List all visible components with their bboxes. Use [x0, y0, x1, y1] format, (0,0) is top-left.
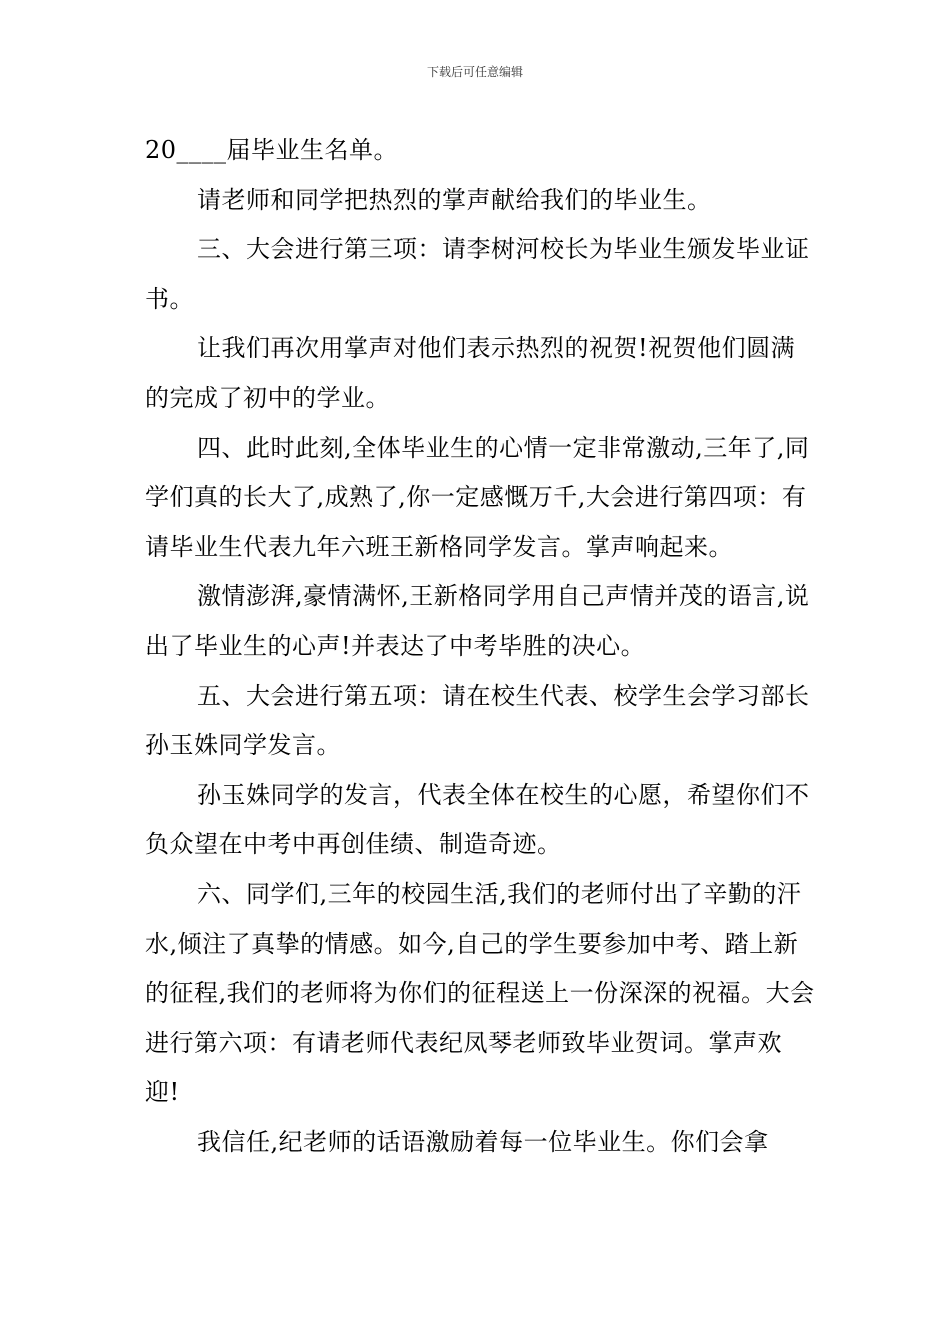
paragraph: 20____届毕业生名单。	[145, 136, 399, 164]
paragraph: 四、此时此刻,全体毕业生的心情一定非常激动,三年了,同学们真的长大了,成熟了,你一定感慨万千,大会进行第四项：有请毕业生代表九年六班王新格同学发言。掌声响起来。	[145, 433, 810, 561]
paragraph: 六、同学们,三年的校园生活,我们的老师付出了辛勤的汗水,倾注了真挚的情感。如今,自己的学生要参加中考、踏上新的征程,我们的老师将为你们的征程送上一份深深的祝福。大会进行第六项：有请老师代表纪凤琴老师致毕业贺词。掌声欢迎!	[145, 879, 815, 1107]
paragraph: 让我们再次用掌声对他们表示热烈的祝贺!祝贺他们圆满的完成了初中的学业。	[145, 334, 796, 412]
document-body	[145, 126, 815, 1167]
paragraph: 三、大会进行第三项：请李树河校长为毕业生颁发毕业证书。	[145, 235, 810, 313]
paragraph: 请老师和同学把热烈的掌声献给我们的毕业生。	[197, 185, 712, 214]
paragraph: 我信任,纪老师的话语激励着每一位毕业生。你们会拿	[197, 1127, 769, 1156]
paragraph: 孙玉姝同学的发言，代表全体在校生的心愿，希望你们不负众望在中考中再创佳绩、制造奇迹。	[145, 780, 810, 859]
paragraph: 激情澎湃,豪情满怀,王新格同学用自己声情并茂的语言,说出了毕业生的心声!并表达了中考毕胜的决心。	[145, 582, 810, 660]
page-header: 下载后可任意编辑	[426, 65, 523, 79]
paragraph: 五、大会进行第五项：请在校生代表、校学生会学习部长孙玉姝同学发言。	[145, 681, 810, 760]
